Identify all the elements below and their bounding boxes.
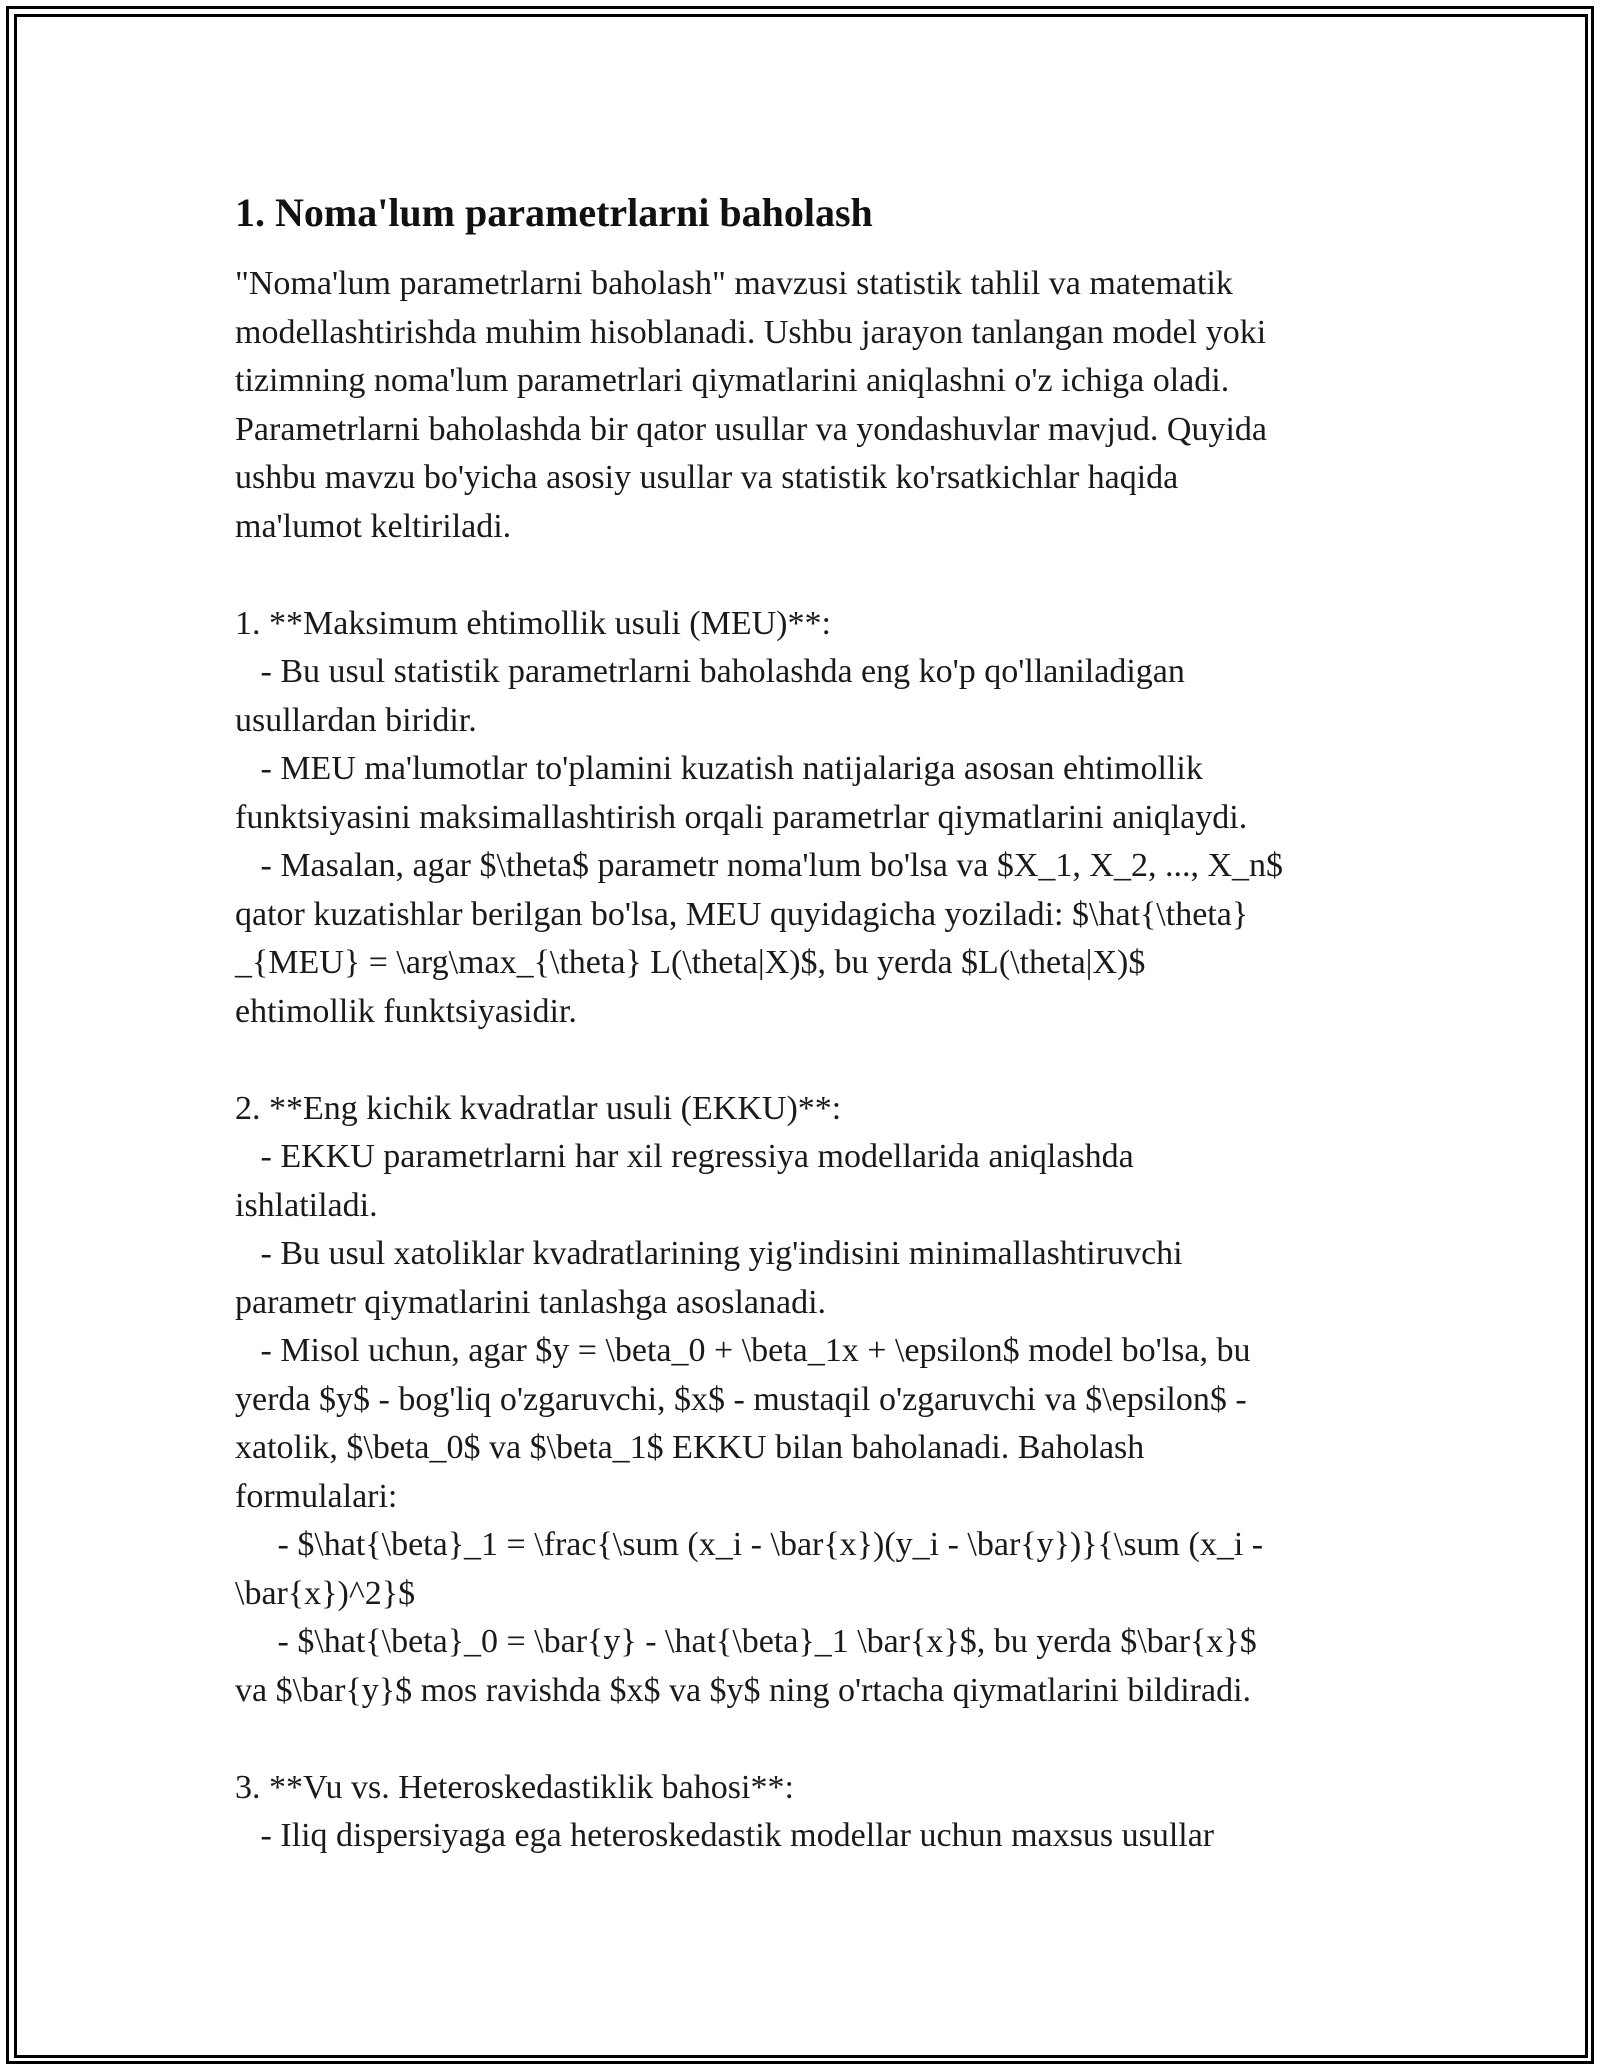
- document-content: [235, 186, 1370, 1861]
- document-title: 1. Noma'lum parametrlarni baholash: [235, 190, 873, 235]
- document-body: "Noma'lum parametrlarni baholash" mavzusi statistik tahlil va matematik modellashtirishda muhim hisoblanadi. Ushbu jarayon tanlangan model yoki tizimning noma'lum parametrlari qiymatlarini aniqlashni o'z ichiga oladi. Parametrlarni baholashda bir qator usullar va yondashuvlar mavjud. Quyida ushbu mavzu bo'yicha asosiy usullar va statistik ko'rsatkichlar haqida ma'lumot keltiriladi. 1. **Maksimum ehtimollik usuli (MEU)**: - Bu usul statistik parametrlarni baholashda eng ko'p qo'llaniladigan usullardan biridir. - MEU ma'lumotlar to'plamini kuzatish natijalariga asosan ehtimollik funktsiyasini maksimallashtirish orqali parametrlar qiymatlarini aniqlaydi. - Masalan, agar $\theta$ parametr noma'lum bo'lsa va $X_1, X_2, ..., X_n$ qator kuzatishlar berilgan bo'lsa, MEU quyidagicha yoziladi: $\hat{\theta} _{MEU} = \arg\max_{\theta} L(\theta|X)$, bu yerda $L(\theta|X)$ ehtimollik funktsiyasidir. 2. **Eng kichik kvadratlar usuli (EKKU)**: - EKKU parametrlarni har xil regressiya modellarida aniqlashda ishlatiladi. - Bu usul xatoliklar kvadratlarining yig'indisini minimallashtiruvchi parametr qiymatlarini tanlashga asoslanadi. - Misol uchun, agar $y = \beta_0 + \beta_1x + \epsilon$ model bo'lsa, bu yerda $y$ - bog'liq o'zgaruvchi, $x$ - mustaqil o'zgaruvchi va $\epsilon$ - xatolik, $\beta_0$ va $\beta_1$ EKKU bilan baholanadi. Baholash formulalari: - $\hat{\beta}_1 = \frac{\sum (x_i - \bar{x})(y_i - \bar{y})}{\sum (x_i - \bar{x})^2}$ - $\hat{\beta}_0 = \bar{y} - \hat{\beta}_1 \bar{x}$, bu yerda $\bar{x}$ va $\bar{y}$ mos ravishda $x$ va $y$ ning o'rtacha qiymatlarini bildiradi. 3. **Vu vs. Heteroskedastiklik bahosi**: - Iliq dispersiyaga ega heteroskedastik modellar uchun maxsus usullar: [235, 265, 1284, 1854]
